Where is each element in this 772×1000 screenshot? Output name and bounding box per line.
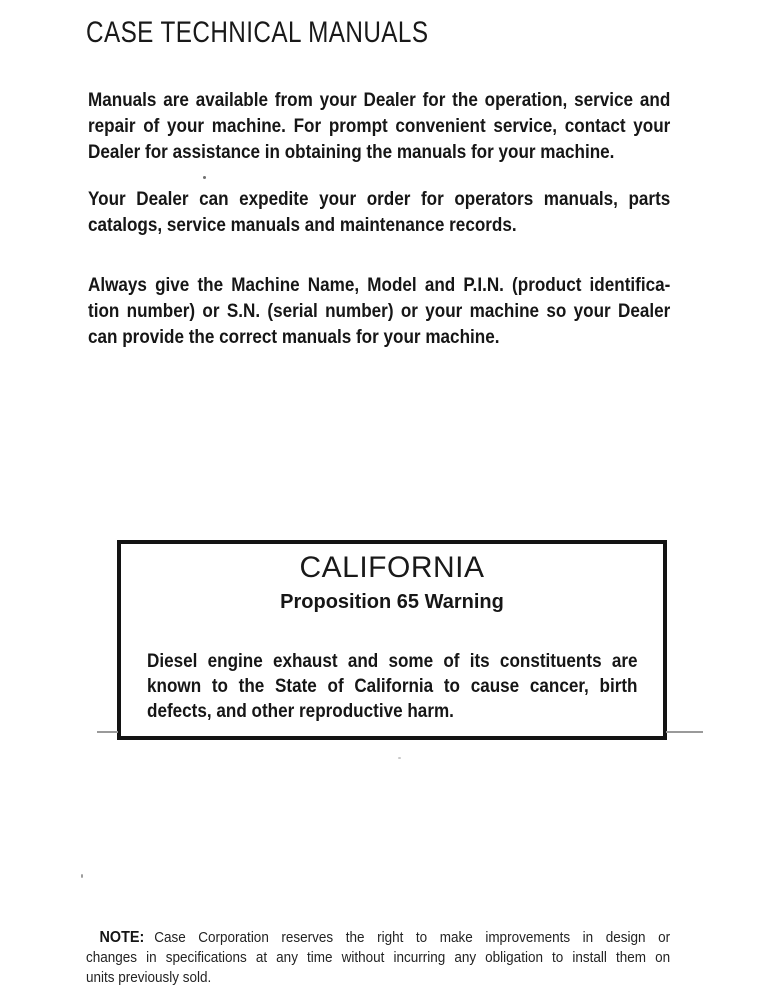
text-line: catalogs, service manuals and maintenance records. [88,215,517,236]
text-line: can provide the correct manuals for your machine. [88,327,500,348]
text-line: Your Dealer can expedite your order for operators manuals, parts [88,189,671,210]
warning-box-heading: CALIFORNIA [299,551,485,584]
scan-artifact-speck [81,874,83,878]
scan-artifact-tick-right [666,731,703,733]
text-line: repair of your machine. For prompt convenient service, contact your [88,116,671,137]
paragraph-machine-identification [88,273,670,351]
text-line: known to the State of California to cause cancer, birth [147,676,638,697]
warning-box-body [147,649,638,724]
text-line: tion number) or S.N. (serial number) or your machine so your Dealer [88,301,671,322]
scan-artifact-dot [203,176,206,179]
text-line: Always give the Machine Name, Model and P.I.N. (product identifica- [88,275,671,296]
scan-artifact-speck [398,757,401,759]
note-line: changes in specifications at any time without incurring any obligation to install them on [86,949,671,966]
paragraph-dealer-expedite [88,187,670,239]
note-label: NOTE: [99,929,145,946]
note-line: units previously sold. [86,969,212,986]
note-line-text: Case Corporation reserves the right to make improvements in design or [154,929,671,946]
note-line [86,928,670,948]
warning-box-subheading: Proposition 65 Warning [280,591,504,613]
text-line: Dealer for assistance in obtaining the manuals for your machine. [88,142,615,163]
footer-note [86,928,670,988]
text-line: Manuals are available from your Dealer for the operation, service and [88,90,671,111]
text-line: defects, and other reproductive harm. [147,701,454,722]
paragraph-manuals-availability [88,88,670,166]
scan-artifact-tick-left [97,731,118,733]
prop65-warning-box [117,540,667,740]
page-title: CASE TECHNICAL MANUALS [86,16,429,49]
text-line: Diesel engine exhaust and some of its constituents are [147,651,638,672]
